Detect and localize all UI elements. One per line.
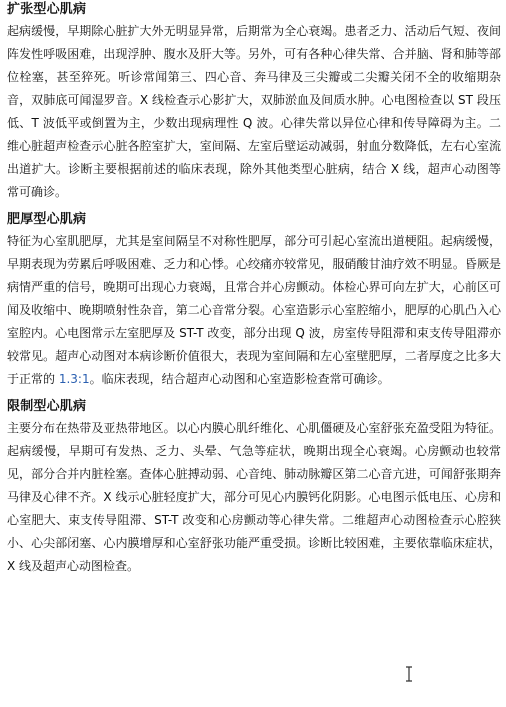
section-heading: 扩张型心肌病: [7, 2, 87, 17]
section-heading: 限制型心肌病: [7, 399, 87, 414]
text-cursor-icon: [404, 666, 414, 682]
section-heading: 肥厚型心肌病: [7, 212, 87, 227]
paragraph-text: 。临床表现，结合超声心动图和心室造影检查常可确诊。: [89, 372, 390, 386]
section-paragraph: 起病缓慢，早期除心脏扩大外无明显异常，后期常为全心衰竭。患者乏力、活动后气短、夜间阵发性呼吸困难，出现浮肿、腹水及肝大等。另外，可有各种心律失常、合并脑、肾和肺等部位栓塞，甚至猝死。听诊常闻第三、四心音、奔马律及三尖瓣或二尖瓣关闭不全的收缩期杂音，双肺底可闻湿罗音。X 线检查示心影扩大，双肺淤血及间质水肿。心电图检查以 ST 段压低、T 波低平或倒置为主，少数出现病理性 Q 波。心律失常以异位心律和传导障碍为主。二维心脏超声检查示心脏各腔室扩大，室间隔、左室后壁运动减弱，射血分数降低，左右心室流出道扩大。诊断主要根据前述的临床表现，除外其他类型心脏病，结合 X 线，超声心动图等常可确诊。: [7, 24, 501, 199]
ratio-highlight: 1.3:1: [58, 372, 90, 386]
section-paragraph: 主要分布在热带及亚热带地区。以心内膜心肌纤维化、心肌僵硬及心室舒张充盈受阻为特征。起病缓慢，早期可有发热、乏力、头晕、气急等症状，晚期出现全心衰竭。心房颤动也较常见，部分合并内脏栓塞。查体心脏搏动弱、心音纯、肺动脉瓣区第二心音亢进，可闻舒张期奔马律及心律不齐。X 线示心脏轻度扩大，部分可见心内膜钙化阴影。心电图示低电压、心房和心室肥大、束支传导阻滞、ST-T 改变和心房颤动等心律失常。二维超声心动图检查示心腔狭小、心尖部闭塞、心内膜增厚和心室舒张功能严重受损。诊断比较困难，主要依靠临床症状，X 线及超声心动图检查。: [7, 421, 501, 573]
section-paragraph: [7, 230, 501, 391]
section-restrictive-cardiomyopathy: [7, 397, 501, 578]
paragraph-text: 特征为心室肌肥厚，尤其是室间隔呈不对称性肥厚，部分可引起心室流出道梗阻。起病缓慢，早期表现为劳累后呼吸困难、乏力和心悸。心绞痛亦较常见，服硝酸甘油疗效不明显。昏厥是病情严重的信号，晚期可出现心力衰竭，且常合并心房颤动。体检心界可向左扩大，心前区可闻及收缩中、晚期喷射性杂音，第二心音常分裂。心室造影示心室腔缩小，肥厚的心肌凸入心室腔内。心电图常示左室肥厚及 ST-T 改变，部分出现 Q 波，房室传导阻滞和束支传导阻滞亦较常见。超声心动图对本病诊断价值很大，表现为室间隔和左心室壁肥厚，二者厚度之比多大于正常的: [7, 234, 501, 386]
document: [7, 0, 501, 578]
section-dilated-cardiomyopathy: [7, 0, 501, 204]
section-hypertrophic-cardiomyopathy: [7, 210, 501, 391]
